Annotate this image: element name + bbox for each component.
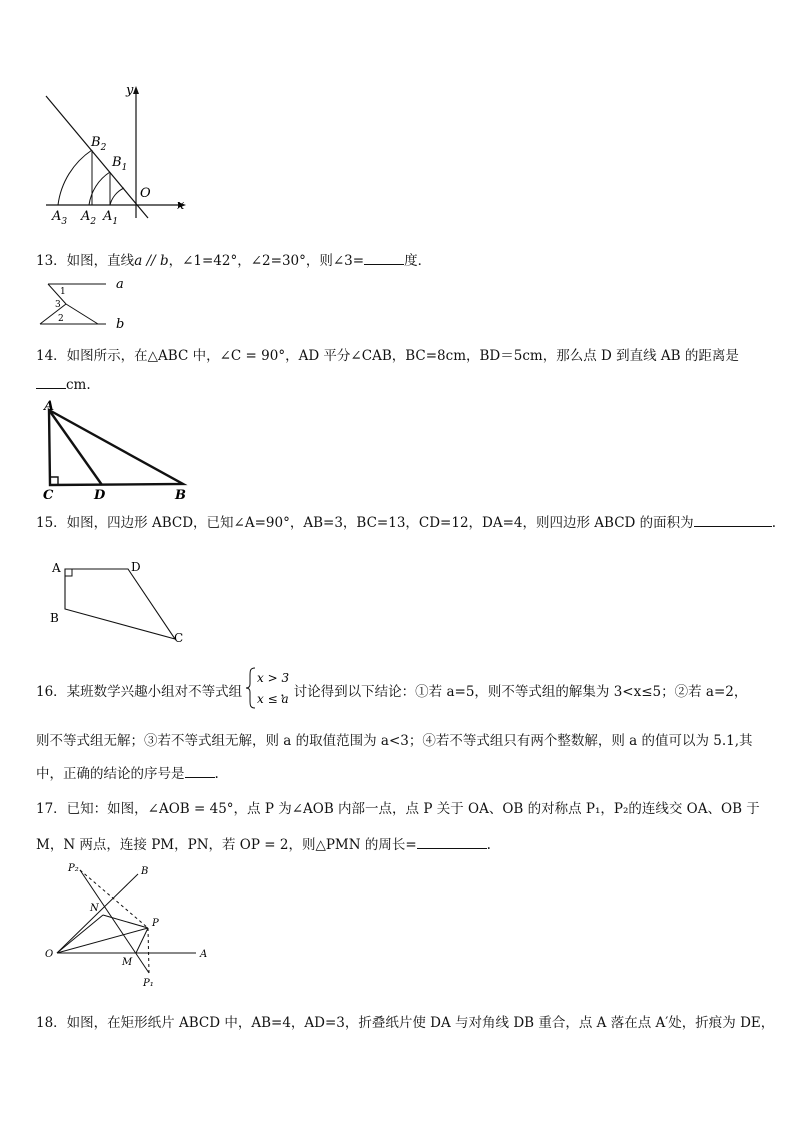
answer-blank[interactable] bbox=[185, 763, 215, 778]
point-p: P bbox=[152, 918, 159, 929]
triangle-abc-figure bbox=[40, 398, 200, 502]
point-m: M bbox=[122, 957, 133, 968]
vertex-b: B bbox=[175, 488, 186, 502]
question-16-line-3: 中，正确的结论的序号是 . bbox=[36, 762, 219, 782]
quadrilateral-abcd-figure bbox=[40, 556, 200, 652]
answer-blank[interactable] bbox=[694, 512, 772, 527]
ray-b-label: B bbox=[141, 866, 149, 877]
question-17-line-2: M，N 两点，连接 PM，PN，若 OP = 2，则△PMN 的周长= . bbox=[36, 833, 491, 853]
inequality-1: x > 3 bbox=[257, 671, 290, 685]
answer-blank[interactable] bbox=[36, 374, 66, 389]
vertex-c: C bbox=[174, 631, 184, 645]
question-18-line-1: 18．如图，在矩形纸片 ABCD 中，AB=4，AD=3，折叠纸片使 DA 与对角线 DB 重合，点 A 落在点 A′处，折痕为 DE， bbox=[36, 1015, 775, 1031]
question-15: 15．如图，四边形 ABCD，已知∠A=90°，AB=3，BC=13，CD=12，DA=4，则四边形 ABCD 的面积为 . bbox=[36, 511, 776, 531]
origin-label: O bbox=[140, 186, 151, 201]
question-14-line-1: 14．如图所示，在△ABC 中，∠C = 90°，AD 平分∠CAB，BC=8cm，BD＝5cm，那么点 D 到直线 AB 的距离是 bbox=[36, 348, 739, 364]
label-a1: $A_1$ bbox=[103, 209, 119, 227]
question-14-line-2: cm. bbox=[36, 374, 91, 393]
vertex-b: B bbox=[50, 611, 59, 625]
vertex-d: D bbox=[131, 560, 141, 574]
inequality-system-brace bbox=[246, 666, 292, 710]
angle-1-label: 1 bbox=[60, 287, 66, 297]
label-b1: $B_1$ bbox=[112, 155, 128, 173]
label-b2: $B_2$ bbox=[91, 135, 107, 153]
angle-3-label: 3 bbox=[55, 300, 61, 310]
vertex-a: A bbox=[52, 561, 61, 575]
vertex-a: A bbox=[44, 399, 55, 414]
question-13: 13．如图，直线a // b，∠1=42°，∠2=30°，则∠3= 度． bbox=[36, 249, 431, 269]
point-p1: P₁ bbox=[143, 978, 154, 989]
answer-blank[interactable] bbox=[364, 250, 404, 265]
angle-2-label: 2 bbox=[58, 314, 64, 324]
y-axis-label: y bbox=[126, 83, 134, 98]
inequality-2: x ≤ a bbox=[257, 692, 289, 706]
vertex-d: D bbox=[94, 488, 106, 502]
point-o: O bbox=[45, 949, 54, 960]
question-17-line-1: 17．已知：如图，∠AOB = 45°，点 P 为∠AOB 内部一点，点 P 关于 OA、OB 的对称点 P₁，P₂的连线交 OA、OB 于 bbox=[36, 801, 760, 817]
point-n: N bbox=[90, 903, 99, 914]
x-axis-label: x bbox=[177, 198, 185, 213]
parallel-lines-figure bbox=[36, 276, 136, 332]
coordinate-arcs-figure bbox=[40, 80, 200, 230]
label-a3: $A_3$ bbox=[52, 209, 68, 227]
line-b-label: b bbox=[116, 317, 125, 332]
label-a2: $A_2$ bbox=[81, 209, 97, 227]
question-16-line-2: 则不等式组无解；③若不等式组无解，则 a 的取值范围为 a<3；④若不等式组只有两个整数解，则 a 的值可以为 5.1,其 bbox=[36, 733, 753, 749]
line-a-label: a bbox=[116, 277, 124, 292]
reflection-figure bbox=[40, 858, 220, 990]
vertex-c: C bbox=[43, 488, 54, 502]
answer-blank[interactable] bbox=[417, 834, 487, 849]
question-16-line-1: 16．某班数学兴趣小组对不等式组 ，讨论得到以下结论：①若 a=5，则不等式组的解集为 3<x≤5；②若 a=2， bbox=[36, 684, 748, 700]
point-p2: P₂ bbox=[68, 863, 79, 874]
ray-a-label: A bbox=[200, 949, 208, 960]
